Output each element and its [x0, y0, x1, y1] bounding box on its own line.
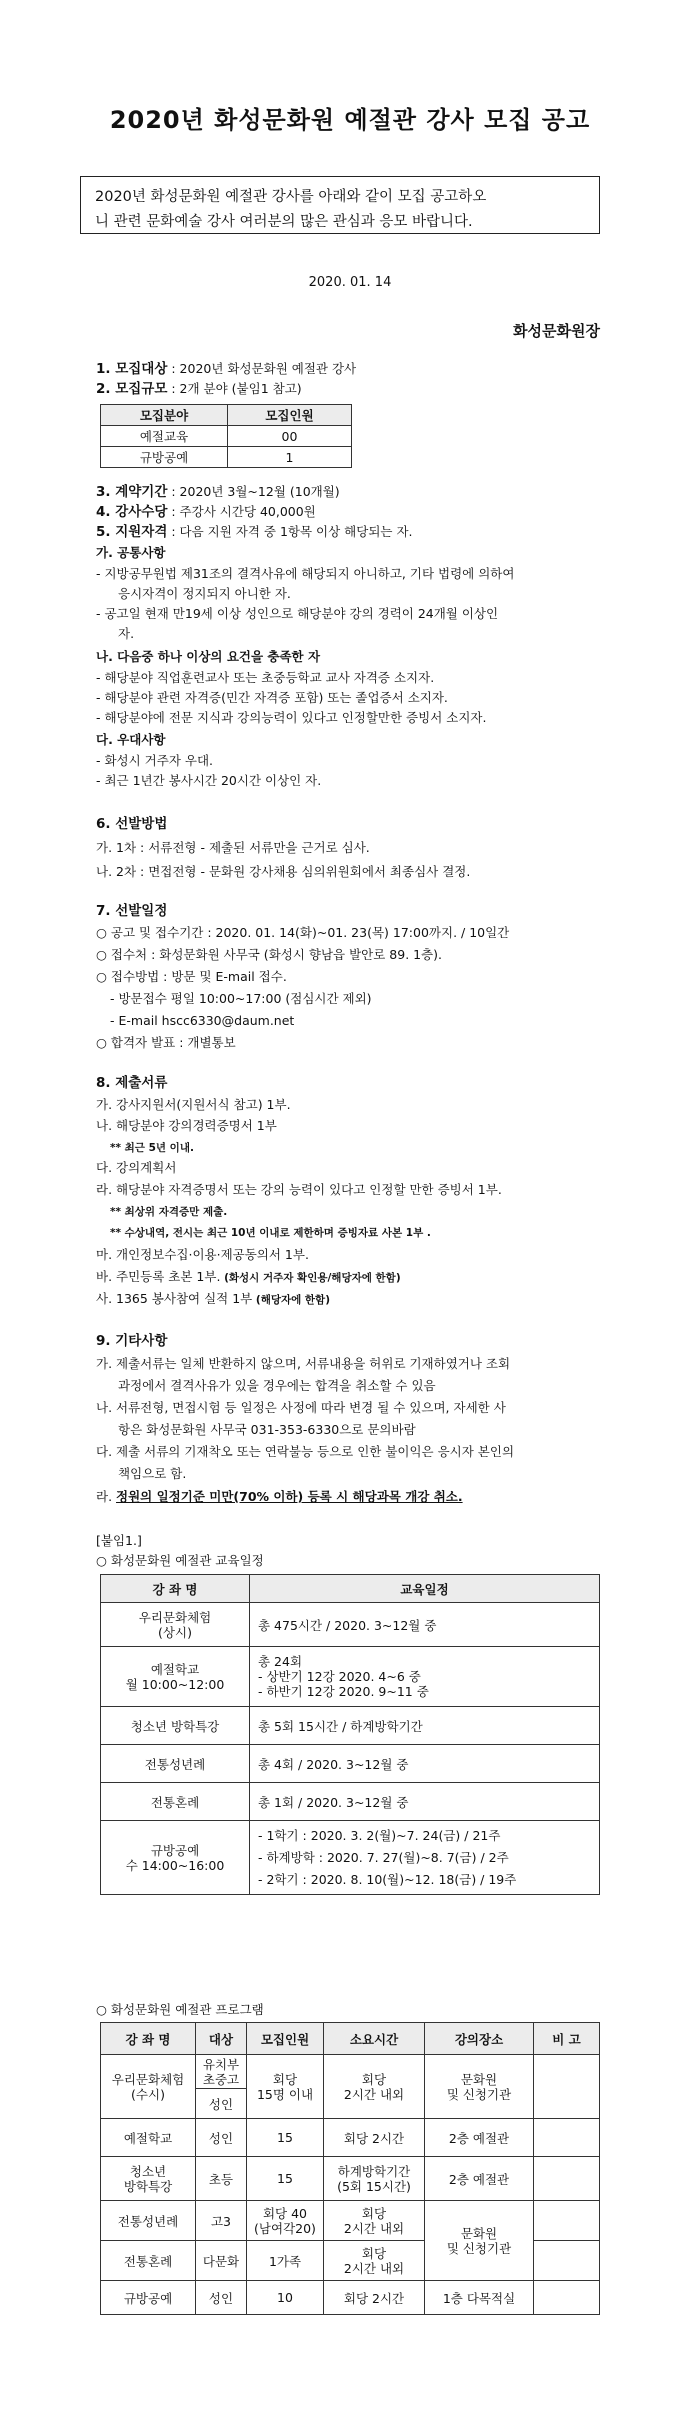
- table-header: 모집인원: [247, 2023, 324, 2055]
- misc-cancel-text: 정원의 일정기준 미만(70% 이하) 등록 시 해당과목 개강 취소.: [116, 1489, 463, 1504]
- table-cell: [534, 2281, 600, 2315]
- schedule-title: 7. 선발일정: [96, 903, 168, 919]
- table-cell: 예절학교: [101, 2119, 196, 2157]
- schedule-text: - 2학기 : 2020. 8. 10(월)~12. 18(금) / 19주: [258, 1871, 517, 1887]
- attachment-subtitle: ○ 화성문화원 예절관 프로그램: [96, 2002, 264, 2017]
- table-cell: 전통성년례: [101, 1745, 250, 1783]
- place-text: 및 신청기관: [446, 2240, 512, 2256]
- qual-common-line: 자.: [118, 626, 135, 641]
- table-header: 모집분야: [101, 405, 228, 426]
- selection-title: 6. 선발방법: [96, 816, 168, 832]
- schedule-line: ○ 접수방법 : 방문 및 E-mail 접수.: [96, 969, 287, 984]
- time-text: 회당: [361, 2205, 387, 2221]
- table-row: [101, 1603, 600, 1647]
- table-row: [101, 447, 352, 468]
- table-cell: 성인: [196, 2119, 247, 2157]
- table-cell: 다문화: [196, 2241, 247, 2281]
- table-cell: [534, 2241, 600, 2281]
- table-cell: [534, 2201, 600, 2241]
- notice-date: 2020. 01. 14: [308, 275, 392, 290]
- table-cell: [101, 2157, 196, 2201]
- section-5-label: 5. 지원자격: [96, 524, 168, 540]
- misc-line: 책임으로 함.: [118, 1466, 187, 1481]
- course-name: 청소년: [129, 2163, 167, 2179]
- documents-note: ** 최상위 자격증만 제출.: [110, 1206, 228, 1218]
- table-cell: 전통성년례: [101, 2201, 196, 2241]
- misc-line: 가. 제출서류는 일체 반환하지 않으며, 서류내용을 허위로 기재하였거나 조회: [96, 1356, 511, 1371]
- documents-line: [96, 1269, 401, 1286]
- page-title: 2020년 화성문화원 예절관 강사 모집 공고: [109, 106, 591, 134]
- recruit-table: [100, 404, 352, 468]
- course-name: 규방공예: [150, 1842, 200, 1858]
- documents-line: 라. 해당분야 자격증명서 또는 강의 능력이 있다고 인정할 만한 증빙서 1부.: [96, 1182, 502, 1197]
- table-cell: 예절교육: [101, 426, 228, 447]
- course-name: 우리문화체험: [111, 2071, 185, 2087]
- course-name: (수시): [131, 2086, 165, 2102]
- section-2-text: : 2개 분야 (붙임1 참고): [167, 381, 302, 396]
- section-3-text: : 2020년 3월~12월 (10개월): [167, 484, 340, 499]
- table-cell: [101, 1603, 250, 1647]
- table-row: [101, 2281, 600, 2315]
- table-cell: [101, 1647, 250, 1707]
- table-cell: [101, 2055, 196, 2119]
- table-cell: 규방공예: [101, 447, 228, 468]
- table-header-row: [101, 1575, 600, 1603]
- time-text: 회당: [361, 2245, 387, 2261]
- table-row: [101, 1707, 600, 1745]
- documents-note: ** 수상내역, 전시는 최근 10년 이내로 제한하며 증빙자료 사본 1부 .: [110, 1227, 431, 1239]
- misc-line: 나. 서류전형, 면접시험 등 일정은 사정에 따라 변경 될 수 있으며, 자세한 사: [96, 1400, 506, 1415]
- section-1-label: 1. 모집대상: [96, 361, 168, 377]
- section-5: [96, 524, 413, 540]
- section-2: [96, 381, 302, 397]
- schedule-line: ○ 합격자 발표 : 개별통보: [96, 1035, 236, 1050]
- selection-line: 나. 2차 : 면접전형 - 문화원 강사채용 심의위원회에서 최종심사 결정.: [96, 864, 471, 879]
- table-cell: [324, 2055, 425, 2119]
- table-row: [101, 2157, 600, 2201]
- table-header: 소요시간: [324, 2023, 425, 2055]
- table-cell: [250, 1647, 600, 1707]
- course-name: 수 14:00~16:00: [125, 1857, 225, 1873]
- time-text: 하계방학기간: [337, 2163, 411, 2179]
- table-cell: [425, 2201, 534, 2281]
- table-cell: [324, 2201, 425, 2241]
- program-table: [100, 2022, 600, 2315]
- table-header-row: [101, 2023, 600, 2055]
- place-text: 및 신청기관: [446, 2086, 512, 2102]
- documents-line-text: 사. 1365 봉사참여 실적 1부: [96, 1291, 253, 1306]
- table-header: 강 좌 명: [101, 1575, 250, 1603]
- documents-note: ** 최근 5년 이내.: [110, 1142, 194, 1154]
- section-3-label: 3. 계약기간: [96, 484, 168, 500]
- documents-line: 가. 강사지원서(지원서식 참고) 1부.: [96, 1097, 291, 1112]
- table-cell: 청소년 방학특강: [101, 1707, 250, 1745]
- table-header: 강 좌 명: [101, 2023, 196, 2055]
- target-text: 유치부: [202, 2056, 240, 2072]
- table-cell: [324, 2157, 425, 2201]
- time-text: 2시간 내외: [343, 2086, 405, 2102]
- preference-title: 다. 우대사항: [96, 732, 166, 747]
- table-cell: 총 475시간 / 2020. 3~12월 중: [250, 1603, 600, 1647]
- qual-common-line: - 공고일 현재 만19세 이상 성인으로 해당분야 강의 경력이 24개월 이상인: [96, 606, 499, 621]
- table-header: 교육일정: [250, 1575, 600, 1603]
- preference-line: - 화성시 거주자 우대.: [96, 753, 214, 768]
- schedule-text: 총 24회: [258, 1654, 303, 1669]
- schedule-text: - 1학기 : 2020. 3. 2(월)~7. 24(금) / 21주: [258, 1827, 501, 1843]
- schedule-table: [100, 1574, 600, 1895]
- misc-cancel-prefix: 라.: [96, 1489, 117, 1504]
- count-text: 회당: [272, 2071, 298, 2087]
- table-cell: 총 5회 15시간 / 하계방학기간: [250, 1707, 600, 1745]
- table-cell: 규방공예: [101, 2281, 196, 2315]
- documents-line-text: 바. 주민등록 초본 1부.: [96, 1269, 221, 1284]
- count-text: 회당 40: [262, 2205, 308, 2221]
- section-1-text: : 2020년 화성문화원 예절관 강사: [167, 361, 357, 376]
- table-header: 대상: [196, 2023, 247, 2055]
- documents-line: [96, 1291, 330, 1308]
- misc-title: 9. 기타사항: [96, 1333, 168, 1349]
- section-4-text: : 주강사 시간당 40,000원: [167, 504, 316, 519]
- table-cell: 초등: [196, 2157, 247, 2201]
- table-cell: [534, 2157, 600, 2201]
- table-cell: [534, 2119, 600, 2157]
- table-cell: 회당 2시간: [324, 2281, 425, 2315]
- target-text: 초중고: [202, 2071, 240, 2087]
- table-cell: 총 4회 / 2020. 3~12월 중: [250, 1745, 600, 1783]
- section-2-label: 2. 모집규모: [96, 381, 168, 397]
- schedule-text: - 하반기 12강 2020. 9~11 중: [258, 1684, 429, 1699]
- table-cell: 15: [247, 2119, 324, 2157]
- table-row: [101, 2201, 600, 2241]
- course-name: 우리문화체험: [138, 1609, 212, 1625]
- table-cell: [324, 2241, 425, 2281]
- table-cell: 1층 다목적실: [425, 2281, 534, 2315]
- documents-line: 다. 강의계획서: [96, 1160, 177, 1175]
- time-text: 2시간 내외: [343, 2220, 405, 2236]
- documents-line: 마. 개인정보수집·이용·제공동의서 1부.: [96, 1247, 309, 1262]
- time-text: 회당: [361, 2071, 387, 2087]
- schedule-line: ○ 접수처 : 화성문화원 사무국 (화성시 향남읍 발안로 89. 1층).: [96, 947, 443, 962]
- table-cell: [196, 2055, 247, 2089]
- table-cell: 전통혼례: [101, 1783, 250, 1821]
- table-cell: 회당 2시간: [324, 2119, 425, 2157]
- qual-req-line: - 해당분야 관련 자격증(민간 자격증 포함) 또는 졸업증서 소지자.: [96, 690, 448, 705]
- qual-req-line: - 해당분야 직업훈련교사 또는 초중등학교 교사 자격증 소지자.: [96, 670, 435, 685]
- table-row: [101, 426, 352, 447]
- place-text: 문화원: [460, 2071, 498, 2087]
- documents-title: 8. 제출서류: [96, 1075, 168, 1091]
- intro-line: 니 관련 문화예술 강사 여러분의 많은 관심과 응모 바랍니다.: [95, 214, 473, 230]
- table-cell: 00: [228, 426, 352, 447]
- documents-note: (해당자에 한함): [252, 1294, 331, 1306]
- table-cell: [250, 1821, 600, 1895]
- section-4: [96, 504, 316, 520]
- schedule-line: - E-mail hscc6330@daum.net: [110, 1013, 295, 1028]
- qual-common-title: 가. 공통사항: [96, 545, 166, 560]
- schedule-text: - 하계방학 : 2020. 7. 27(월)~8. 7(금) / 2주: [258, 1849, 509, 1865]
- section-4-label: 4. 강사수당: [96, 504, 168, 520]
- table-cell: 성인: [196, 2089, 247, 2119]
- table-cell: 고3: [196, 2201, 247, 2241]
- table-cell: [534, 2055, 600, 2119]
- time-text: 2시간 내외: [343, 2260, 405, 2276]
- table-cell: [425, 2055, 534, 2119]
- table-cell: 전통혼례: [101, 2241, 196, 2281]
- misc-line: 다. 제출 서류의 기재착오 또는 연락불능 등으로 인한 불이익은 응시자 본인의: [96, 1444, 515, 1459]
- course-name: 월 10:00~12:00: [125, 1676, 225, 1692]
- table-cell: 2층 예절관: [425, 2119, 534, 2157]
- table-cell: 총 1회 / 2020. 3~12월 중: [250, 1783, 600, 1821]
- table-cell: [247, 2055, 324, 2119]
- table-header: 비 고: [534, 2023, 600, 2055]
- section-5-text: : 다음 지원 자격 중 1항목 이상 해당되는 자.: [167, 524, 413, 539]
- documents-line: 나. 해당분야 강의경력증명서 1부: [96, 1118, 277, 1133]
- misc-cancel-line: [96, 1489, 463, 1505]
- table-row: [101, 1647, 600, 1707]
- table-cell: 10: [247, 2281, 324, 2315]
- misc-line: 항은 화성문화원 사무국 031-353-6330으로 문의바람: [118, 1422, 416, 1437]
- selection-line: 가. 1차 : 서류전형 - 제출된 서류만을 근거로 심사.: [96, 840, 370, 855]
- section-3: [96, 484, 340, 500]
- table-header-row: [101, 405, 352, 426]
- table-cell: 성인: [196, 2281, 247, 2315]
- schedule-line: - 방문접수 평일 10:00~17:00 (점심시간 제외): [110, 991, 372, 1006]
- schedule-text: - 상반기 12강 2020. 4~6 중: [258, 1669, 421, 1684]
- qual-common-line: - 지방공무원법 제31조의 결격사유에 해당되지 아니하고, 기타 법령에 의하여: [96, 566, 515, 581]
- table-cell: 1가족: [247, 2241, 324, 2281]
- table-row: [101, 1745, 600, 1783]
- section-1: [96, 361, 356, 377]
- intro-box: [80, 176, 600, 234]
- table-row: [101, 2119, 600, 2157]
- course-name: 방학특강: [123, 2178, 173, 2194]
- preference-line: - 최근 1년간 봉사시간 20시간 이상인 자.: [96, 773, 322, 788]
- table-row: [101, 1783, 600, 1821]
- table-header: 강의장소: [425, 2023, 534, 2055]
- schedule-line: ○ 공고 및 접수기간 : 2020. 01. 14(화)~01. 23(목) 17:00까지. / 10일간: [96, 925, 510, 940]
- misc-line: 과정에서 결격사유가 있을 경우에는 합격을 취소할 수 있음: [118, 1378, 436, 1393]
- issuer-name: 화성문화원장: [513, 322, 600, 340]
- documents-note: (화성시 거주자 확인용/해당자에 한함): [220, 1272, 401, 1284]
- place-text: 문화원: [460, 2225, 498, 2241]
- table-cell: 15: [247, 2157, 324, 2201]
- qual-common-line: 응시자격이 정지되지 아니한 자.: [118, 586, 291, 601]
- qual-req-line: - 해당분야에 전문 지식과 강의능력이 있다고 인정할만한 증빙서 소지자.: [96, 710, 487, 725]
- attachment-label: [붙임1.]: [96, 1533, 142, 1548]
- count-text: (남여각20): [254, 2220, 316, 2236]
- qual-req-title: 나. 다음중 하나 이상의 요건을 충족한 자: [96, 649, 321, 664]
- course-name: 예절학교: [150, 1661, 200, 1677]
- table-cell: 2층 예절관: [425, 2157, 534, 2201]
- table-row: [101, 1821, 600, 1895]
- time-text: (5회 15시간): [337, 2178, 411, 2194]
- table-header: 모집인원: [228, 405, 352, 426]
- table-cell: 1: [228, 447, 352, 468]
- table-row: [101, 2055, 600, 2089]
- intro-line: 2020년 화성문화원 예절관 강사를 아래와 같이 모집 공고하오: [95, 189, 487, 205]
- count-text: 15명 이내: [256, 2086, 314, 2102]
- course-name: (상시): [158, 1624, 192, 1640]
- table-cell: [101, 1821, 250, 1895]
- attachment-subtitle: ○ 화성문화원 예절관 교육일정: [96, 1553, 264, 1568]
- table-cell: [247, 2201, 324, 2241]
